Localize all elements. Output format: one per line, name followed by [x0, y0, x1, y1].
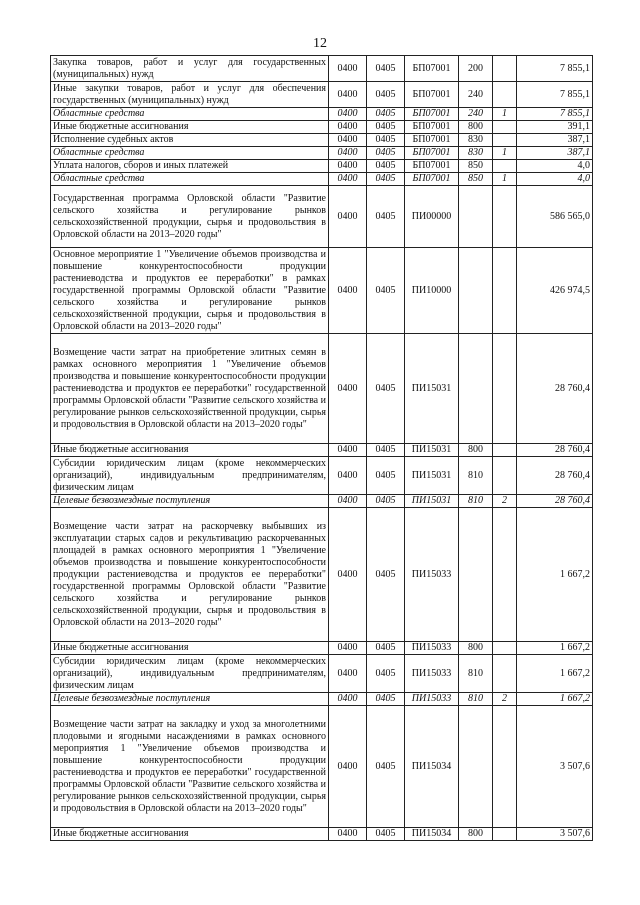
row-section-cell: 0400 [329, 147, 367, 160]
row-section-cell: 0400 [329, 160, 367, 173]
row-subsection-cell: 0405 [367, 693, 405, 706]
row-target-article-cell: ПИ15033 [405, 508, 459, 642]
row-source-cell [493, 508, 517, 642]
row-name-cell: Субсидии юридическим лицам (кроме некоммерческих организаций), индивидуальным предпринимателям, физическим лицам [51, 457, 329, 495]
table-row [51, 134, 593, 147]
row-amount-cell: 4,0 [517, 173, 593, 186]
row-subsection-cell: 0405 [367, 508, 405, 642]
row-expense-type-cell [459, 334, 493, 444]
row-section-cell: 0400 [329, 828, 367, 841]
row-source-cell: 1 [493, 108, 517, 121]
table-row [51, 248, 593, 334]
row-expense-type-cell: 240 [459, 82, 493, 108]
row-source-cell [493, 186, 517, 248]
row-name-cell: Областные средства [51, 173, 329, 186]
row-source-cell [493, 134, 517, 147]
row-subsection-cell: 0405 [367, 108, 405, 121]
row-expense-type-cell [459, 706, 493, 828]
row-name-cell: Возмещение части затрат на раскорчевку выбывших из эксплуатации старых садов и рекультивацию раскорчеванных площадей в рамках основного мероприятия 1 "Увеличение объемов производства и повышение конкурентоспособности продукции растениеводства и продуктов ее переработки" государственной программы Орловской области "Развитие сельского хозяйства и регулирование рынков сельскохозяйственной продукции, сырья и продовольствия в Орловской области на 2013–2020 годы" [51, 508, 329, 642]
row-expense-type-cell [459, 508, 493, 642]
table-row [51, 121, 593, 134]
row-amount-cell: 1 667,2 [517, 642, 593, 655]
row-amount-cell: 28 760,4 [517, 334, 593, 444]
row-target-article-cell: БП07001 [405, 134, 459, 147]
row-expense-type-cell: 800 [459, 828, 493, 841]
row-expense-type-cell: 850 [459, 160, 493, 173]
row-section-cell: 0400 [329, 334, 367, 444]
row-name-cell: Иные закупки товаров, работ и услуг для обеспечения государственных (муниципальных) нужд [51, 82, 329, 108]
row-expense-type-cell: 850 [459, 173, 493, 186]
row-subsection-cell: 0405 [367, 828, 405, 841]
row-expense-type-cell: 830 [459, 134, 493, 147]
row-name-cell: Возмещение части затрат на приобретение элитных семян в рамках основного мероприятия 1 "Увеличение объемов производства и повышение конкурентоспособности продукции растениеводства и продуктов ее переработки" государственной программы Орловской области "Развитие сельского хозяйства и регулирование рынков сельскохозяйственной продукции, сырья и продовольствия в Орловской области на 2013–2020 годы" [51, 334, 329, 444]
table-row [51, 56, 593, 82]
row-target-article-cell: БП07001 [405, 147, 459, 160]
row-section-cell: 0400 [329, 82, 367, 108]
row-target-article-cell: ПИ15033 [405, 655, 459, 693]
table-row [51, 693, 593, 706]
row-subsection-cell: 0405 [367, 334, 405, 444]
row-expense-type-cell: 830 [459, 147, 493, 160]
row-source-cell: 2 [493, 693, 517, 706]
row-subsection-cell: 0405 [367, 173, 405, 186]
row-source-cell: 1 [493, 147, 517, 160]
row-source-cell [493, 56, 517, 82]
row-source-cell [493, 248, 517, 334]
row-amount-cell: 387,1 [517, 147, 593, 160]
row-subsection-cell: 0405 [367, 706, 405, 828]
table-row [51, 108, 593, 121]
table-row [51, 642, 593, 655]
row-target-article-cell: ПИ15031 [405, 457, 459, 495]
row-expense-type-cell: 800 [459, 444, 493, 457]
row-expense-type-cell: 810 [459, 655, 493, 693]
row-section-cell: 0400 [329, 642, 367, 655]
row-section-cell: 0400 [329, 508, 367, 642]
row-expense-type-cell [459, 186, 493, 248]
row-target-article-cell: БП07001 [405, 56, 459, 82]
row-section-cell: 0400 [329, 444, 367, 457]
row-name-cell: Исполнение судебных актов [51, 134, 329, 147]
row-amount-cell: 4,0 [517, 160, 593, 173]
row-expense-type-cell: 200 [459, 56, 493, 82]
row-subsection-cell: 0405 [367, 147, 405, 160]
row-section-cell: 0400 [329, 121, 367, 134]
row-section-cell: 0400 [329, 248, 367, 334]
row-name-cell: Субсидии юридическим лицам (кроме некоммерческих организаций), индивидуальным предпринимателям, физическим лицам [51, 655, 329, 693]
row-subsection-cell: 0405 [367, 121, 405, 134]
row-source-cell [493, 121, 517, 134]
row-amount-cell: 7 855,1 [517, 56, 593, 82]
table-row [51, 334, 593, 444]
table-row [51, 508, 593, 642]
row-section-cell: 0400 [329, 706, 367, 828]
row-name-cell: Областные средства [51, 108, 329, 121]
row-subsection-cell: 0405 [367, 457, 405, 495]
row-target-article-cell: ПИ10000 [405, 248, 459, 334]
row-source-cell: 2 [493, 495, 517, 508]
row-source-cell [493, 334, 517, 444]
row-section-cell: 0400 [329, 655, 367, 693]
row-subsection-cell: 0405 [367, 248, 405, 334]
row-amount-cell: 3 507,6 [517, 828, 593, 841]
row-amount-cell: 1 667,2 [517, 693, 593, 706]
row-source-cell [493, 655, 517, 693]
row-amount-cell: 28 760,4 [517, 457, 593, 495]
row-subsection-cell: 0405 [367, 82, 405, 108]
row-subsection-cell: 0405 [367, 495, 405, 508]
row-amount-cell: 1 667,2 [517, 655, 593, 693]
row-name-cell: Возмещение части затрат на закладку и уход за многолетними плодовыми и ягодными насаждениями в рамках основного мероприятия 1 "Увеличение объемов производства и повышение конкурентоспособности продукции растениеводства и продуктов ее переработки" государственной программы Орловской области "Развитие сельского хозяйства и регулирование рынков сельскохозяйственной продукции, сырья и продовольствия в Орловской области на 2013–2020 годы" [51, 706, 329, 828]
row-expense-type-cell: 800 [459, 642, 493, 655]
row-name-cell: Областные средства [51, 147, 329, 160]
row-target-article-cell: ПИ15034 [405, 828, 459, 841]
row-expense-type-cell [459, 248, 493, 334]
row-amount-cell: 28 760,4 [517, 444, 593, 457]
page-number: 12 [313, 36, 327, 51]
row-amount-cell: 7 855,1 [517, 108, 593, 121]
row-subsection-cell: 0405 [367, 160, 405, 173]
row-target-article-cell: ПИ15031 [405, 444, 459, 457]
row-target-article-cell: ПИ00000 [405, 186, 459, 248]
table-row [51, 160, 593, 173]
row-amount-cell: 28 760,4 [517, 495, 593, 508]
row-expense-type-cell: 810 [459, 495, 493, 508]
row-subsection-cell: 0405 [367, 642, 405, 655]
row-subsection-cell: 0405 [367, 134, 405, 147]
row-subsection-cell: 0405 [367, 655, 405, 693]
row-source-cell [493, 160, 517, 173]
row-expense-type-cell: 800 [459, 121, 493, 134]
row-subsection-cell: 0405 [367, 186, 405, 248]
row-expense-type-cell: 810 [459, 693, 493, 706]
row-section-cell: 0400 [329, 108, 367, 121]
row-source-cell [493, 457, 517, 495]
row-target-article-cell: ПИ15033 [405, 693, 459, 706]
row-amount-cell: 387,1 [517, 134, 593, 147]
row-expense-type-cell: 810 [459, 457, 493, 495]
row-name-cell: Уплата налогов, сборов и иных платежей [51, 160, 329, 173]
row-target-article-cell: ПИ15034 [405, 706, 459, 828]
row-name-cell: Государственная программа Орловской области "Развитие сельского хозяйства и регулирование рынков сельскохозяйственной продукции, сырья и продовольствия в Орловской области на 2013–2020 годы" [51, 186, 329, 248]
row-name-cell: Закупка товаров, работ и услуг для государственных (муниципальных) нужд [51, 56, 329, 82]
row-target-article-cell: ПИ15031 [405, 495, 459, 508]
row-section-cell: 0400 [329, 495, 367, 508]
table-row [51, 186, 593, 248]
row-amount-cell: 586 565,0 [517, 186, 593, 248]
row-name-cell: Основное мероприятие 1 "Увеличение объемов производства и повышение конкурентоспособности продукции растениеводства и продуктов ее переработки" в рамках государственной программы Орловской области "Развитие сельского хозяйства и регулирование рынков сельскохозяйственной продукции, сырья и продовольствия в Орловской области на 2013–2020 годы" [51, 248, 329, 334]
row-expense-type-cell: 240 [459, 108, 493, 121]
row-name-cell: Иные бюджетные ассигнования [51, 444, 329, 457]
row-section-cell: 0400 [329, 134, 367, 147]
table-row [51, 655, 593, 693]
row-target-article-cell: БП07001 [405, 160, 459, 173]
row-section-cell: 0400 [329, 457, 367, 495]
row-section-cell: 0400 [329, 56, 367, 82]
table-row [51, 828, 593, 841]
table-row [51, 147, 593, 160]
table-row [51, 82, 593, 108]
row-name-cell: Целевые безвозмездные поступления [51, 693, 329, 706]
row-source-cell [493, 642, 517, 655]
row-source-cell [493, 706, 517, 828]
row-target-article-cell: БП07001 [405, 121, 459, 134]
row-name-cell: Иные бюджетные ассигнования [51, 642, 329, 655]
row-source-cell [493, 828, 517, 841]
row-source-cell [493, 444, 517, 457]
row-section-cell: 0400 [329, 173, 367, 186]
row-amount-cell: 7 855,1 [517, 82, 593, 108]
table-row [51, 706, 593, 828]
row-amount-cell: 391,1 [517, 121, 593, 134]
row-amount-cell: 1 667,2 [517, 508, 593, 642]
row-section-cell: 0400 [329, 693, 367, 706]
row-subsection-cell: 0405 [367, 444, 405, 457]
table-row [51, 444, 593, 457]
row-source-cell [493, 82, 517, 108]
row-target-article-cell: БП07001 [405, 173, 459, 186]
table-row [51, 495, 593, 508]
table-row [51, 457, 593, 495]
row-amount-cell: 3 507,6 [517, 706, 593, 828]
row-target-article-cell: ПИ15033 [405, 642, 459, 655]
row-name-cell: Целевые безвозмездные поступления [51, 495, 329, 508]
row-target-article-cell: ПИ15031 [405, 334, 459, 444]
row-source-cell: 1 [493, 173, 517, 186]
row-subsection-cell: 0405 [367, 56, 405, 82]
row-name-cell: Иные бюджетные ассигнования [51, 828, 329, 841]
budget-table [50, 55, 593, 841]
row-section-cell: 0400 [329, 186, 367, 248]
row-name-cell: Иные бюджетные ассигнования [51, 121, 329, 134]
row-target-article-cell: БП07001 [405, 108, 459, 121]
row-target-article-cell: БП07001 [405, 82, 459, 108]
row-amount-cell: 426 974,5 [517, 248, 593, 334]
table-row [51, 173, 593, 186]
